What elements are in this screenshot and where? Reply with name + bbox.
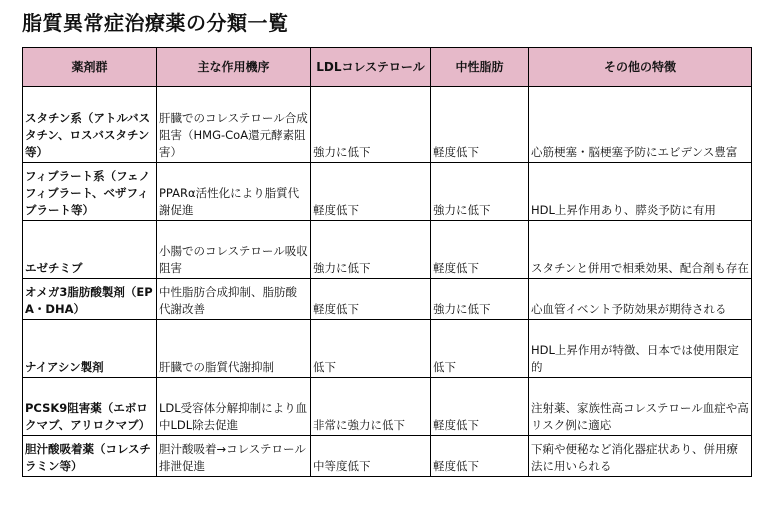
drug-group-cell: フィブラート系（フェノフィブラート、ベザフィブラート等） [23,163,157,221]
other-features-cell: 下痢や便秘など消化器症状あり、併用療法に用いられる [529,436,752,477]
header-ldl: LDLコレステロール [311,48,431,87]
triglyceride-cell: 軽度低下 [431,87,529,163]
other-features-cell: 心筋梗塞・脳梗塞予防にエビデンス豊富 [529,87,752,163]
other-features-cell: HDL上昇作用あり、膵炎予防に有用 [529,163,752,221]
ldl-cell: 強力に低下 [311,87,431,163]
table-row [23,279,752,320]
mechanism-cell: 肝臓でのコレステロール合成阻害（HMG-CoA還元酵素阻害） [157,87,311,163]
table-row [23,221,752,279]
table-header-row [23,48,752,87]
triglyceride-cell: 軽度低下 [431,378,529,436]
header-mechanism: 主な作用機序 [157,48,311,87]
triglyceride-cell: 軽度低下 [431,221,529,279]
triglyceride-cell: 軽度低下 [431,436,529,477]
table-row [23,163,752,221]
ldl-cell: 非常に強力に低下 [311,378,431,436]
drug-group-cell: 胆汁酸吸着薬（コレスチラミン等） [23,436,157,477]
drug-group-cell: ナイアシン製剤 [23,320,157,378]
header-drug-group: 薬剤群 [23,48,157,87]
table-row [23,87,752,163]
drug-group-cell: スタチン系（アトルバスタチン、ロスバスタチン等） [23,87,157,163]
triglyceride-cell: 強力に低下 [431,163,529,221]
mechanism-cell: LDL受容体分解抑制により血中LDL除去促進 [157,378,311,436]
mechanism-cell: 胆汁酸吸着→コレステロール排泄促進 [157,436,311,477]
ldl-cell: 強力に低下 [311,221,431,279]
drug-group-cell: オメガ3脂肪酸製剤（EPA・DHA） [23,279,157,320]
table-row [23,436,752,477]
table-row [23,320,752,378]
header-other-features: その他の特徴 [529,48,752,87]
mechanism-cell: 肝臓での脂質代謝抑制 [157,320,311,378]
mechanism-cell: 中性脂肪合成抑制、脂肪酸代謝改善 [157,279,311,320]
drug-group-cell: エゼチミブ [23,221,157,279]
other-features-cell: 心血管イベント予防効果が期待される [529,279,752,320]
ldl-cell: 軽度低下 [311,163,431,221]
ldl-cell: 中等度低下 [311,436,431,477]
other-features-cell: 注射薬、家族性高コレステロール血症や高リスク例に適応 [529,378,752,436]
table-row [23,378,752,436]
triglyceride-cell: 強力に低下 [431,279,529,320]
header-triglyceride: 中性脂肪 [431,48,529,87]
mechanism-cell: PPARα活性化により脂質代謝促進 [157,163,311,221]
drug-group-cell: PCSK9阻害薬（エボロクマブ、アリロクマブ） [23,378,157,436]
ldl-cell: 軽度低下 [311,279,431,320]
other-features-cell: HDL上昇作用が特徴、日本では使用限定的 [529,320,752,378]
other-features-cell: スタチンと併用で相乗効果、配合剤も存在 [529,221,752,279]
ldl-cell: 低下 [311,320,431,378]
mechanism-cell: 小腸でのコレステロール吸収阻害 [157,221,311,279]
page-title: 脂質異常症治療薬の分類一覧 [22,11,289,35]
triglyceride-cell: 低下 [431,320,529,378]
drug-classification-table [22,47,752,477]
